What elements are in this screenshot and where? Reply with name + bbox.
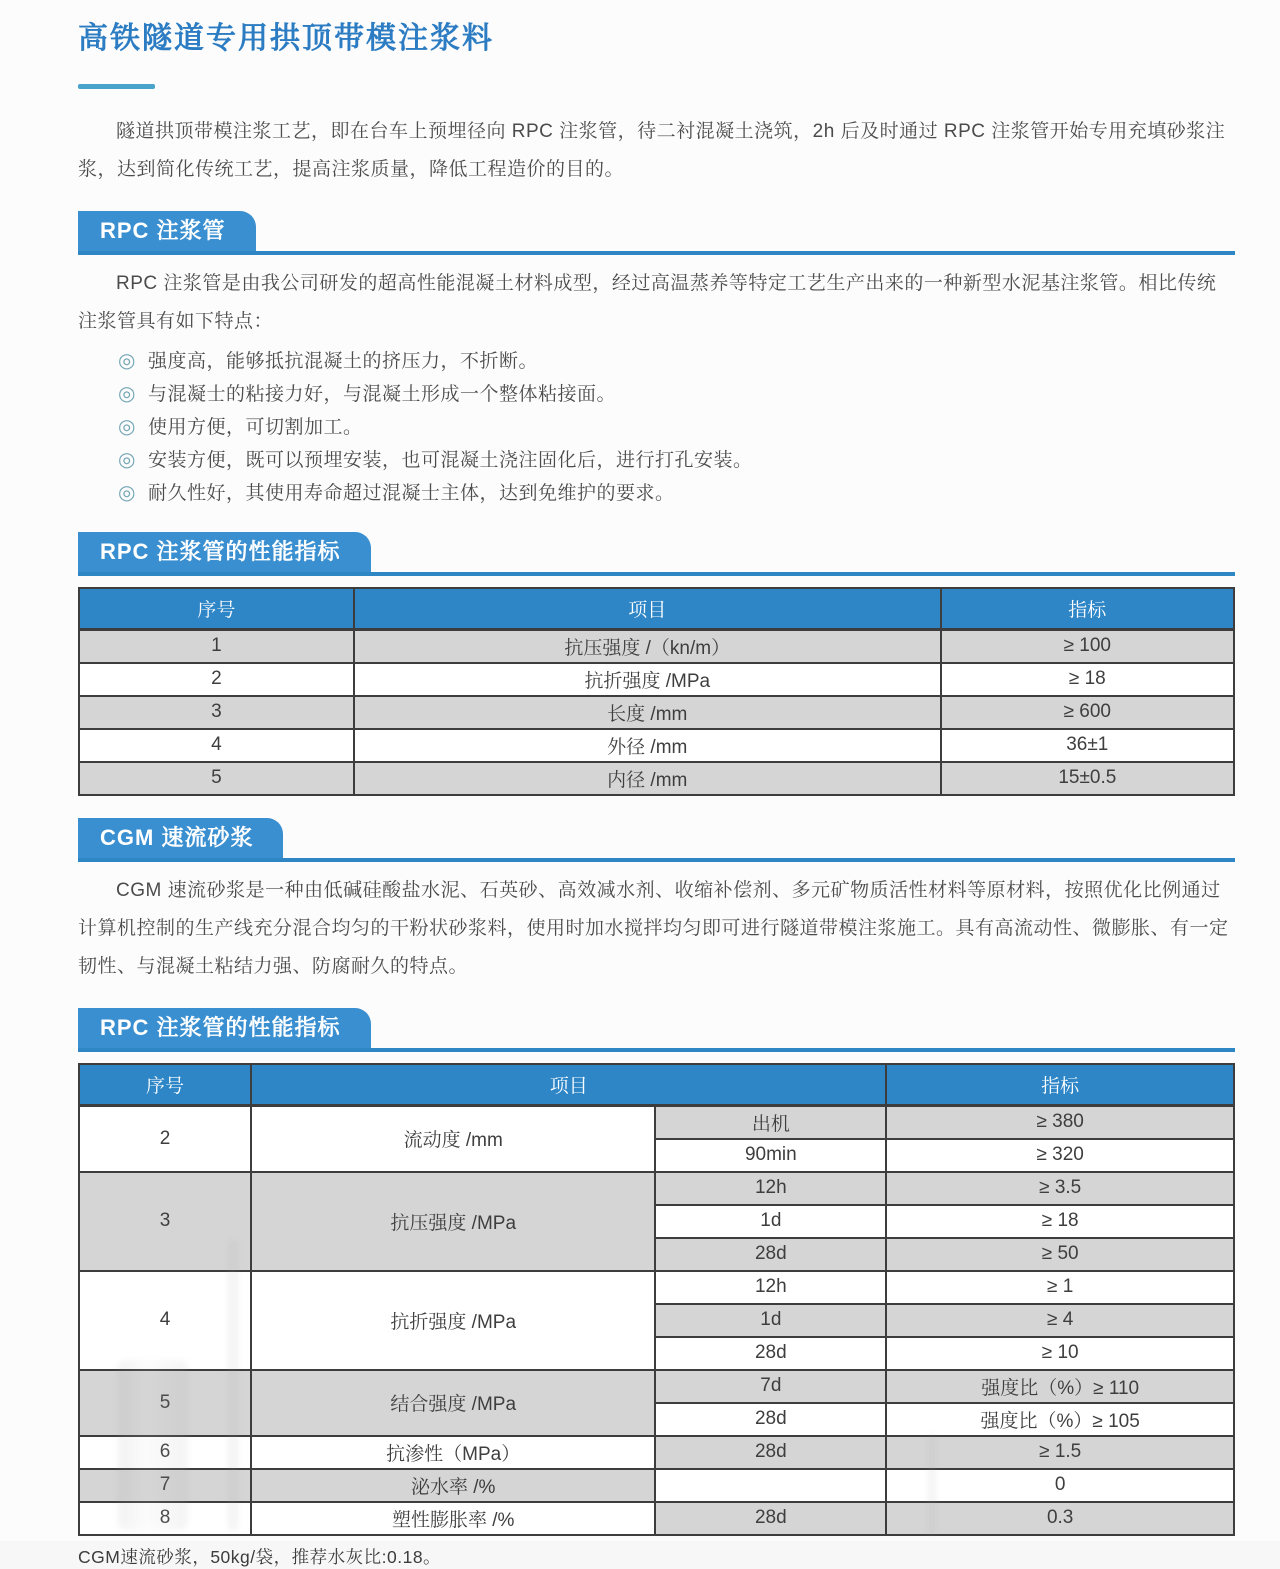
section-tab-rpc-spec: RPC 注浆管的性能指标	[78, 532, 371, 572]
title-underline	[78, 84, 155, 89]
column-header-seq: 序号	[79, 1064, 251, 1106]
cell-condition: 28d	[655, 1337, 886, 1370]
cell-seq: 8	[79, 1502, 251, 1535]
cell-seq: 6	[79, 1436, 251, 1469]
cell-spec: ≥ 10	[886, 1337, 1234, 1370]
section-tab-rpc-pipe: RPC 注浆管	[78, 211, 256, 251]
column-header-item: 项目	[251, 1064, 886, 1106]
cell-item: 抗折强度 /MPa	[251, 1271, 655, 1370]
cell-seq: 3	[79, 1172, 251, 1271]
cell-spec: 15±0.5	[941, 762, 1234, 795]
cell-spec: 0.3	[886, 1502, 1234, 1535]
cell-seq: 3	[79, 696, 354, 729]
package-footnote: CGM速流砂浆，50kg/袋，推荐水灰比:0.18。	[78, 1546, 442, 1567]
table-row	[79, 1271, 1234, 1304]
cell-spec: ≥ 1.5	[886, 1436, 1234, 1469]
cell-spec: ≥ 320	[886, 1139, 1234, 1172]
cell-spec: 强度比（%）≥ 105	[886, 1403, 1234, 1436]
cell-spec: ≥ 18	[886, 1205, 1234, 1238]
cell-spec: ≥ 4	[886, 1304, 1234, 1337]
cell-seq: 5	[79, 762, 354, 795]
cell-item: 抗压强度 /（kn/m）	[354, 629, 941, 663]
cell-item: 抗折强度 /MPa	[354, 663, 941, 696]
cell-item: 流动度 /mm	[251, 1105, 655, 1172]
cgm-paragraph: CGM 速流砂浆是一种由低碱硅酸盐水泥、石英砂、高效减水剂、收缩补偿剂、多元矿物质活性材料等原材料，按照优化比例通过计算机控制的生产线充分混合均匀的干粉状砂浆料，使用时加水搅拌均匀即可进行隧道带模注浆施工。具有高流动性、微膨胀、有一定韧性、与混凝土粘结力强、防腐耐久的特点。	[78, 879, 1229, 977]
cell-seq: 2	[79, 1105, 251, 1172]
ring-bullet-icon: ◎	[118, 481, 136, 504]
table-row	[79, 1105, 1234, 1139]
cell-condition: 1d	[655, 1205, 886, 1238]
feature-text: 使用方便，可切割加工。	[147, 416, 363, 438]
cell-condition: 12h	[655, 1172, 886, 1205]
ring-bullet-icon: ◎	[118, 415, 136, 438]
cell-seq: 2	[79, 663, 354, 696]
table-row	[79, 1370, 1234, 1403]
table-row	[79, 729, 1234, 762]
feature-text: 耐久性好，其使用寿命超过混凝士主体，达到免维护的要求。	[147, 482, 675, 504]
cell-item: 抗渗性（MPa）	[251, 1436, 655, 1469]
cell-condition: 出机	[655, 1105, 886, 1139]
feature-text: 强度高，能够抵抗混凝土的挤压力，不折断。	[147, 350, 538, 372]
cell-seq: 7	[79, 1469, 251, 1502]
column-header-spec: 指标	[941, 588, 1234, 630]
cell-condition: 28d	[655, 1436, 886, 1469]
cell-item: 抗压强度 /MPa	[251, 1172, 655, 1271]
section-header-cgm	[78, 818, 1235, 862]
feature-item	[118, 345, 1235, 378]
cell-item: 塑性膨胀率 /%	[251, 1502, 655, 1535]
section-header-cgm-spec	[78, 1008, 1235, 1052]
table-header-row	[79, 588, 1234, 630]
rpc-pipe-paragraph: RPC 注浆管是由我公司研发的超高性能混凝土材料成型，经过高温蒸养等特定工艺生产出来的一种新型水泥基注浆管。相比传统注浆管具有如下特点：	[78, 272, 1217, 332]
feature-item	[118, 444, 1235, 477]
cell-spec: 36±1	[941, 729, 1234, 762]
table-row	[79, 1469, 1234, 1502]
section-header-rpc-pipe	[78, 211, 1235, 255]
cell-condition: 90min	[655, 1139, 886, 1172]
column-header-spec: 指标	[886, 1064, 1234, 1106]
cell-item: 外径 /mm	[354, 729, 941, 762]
cell-spec: ≥ 18	[941, 663, 1234, 696]
cell-condition: 12h	[655, 1271, 886, 1304]
cell-seq: 5	[79, 1370, 251, 1436]
cell-condition	[655, 1469, 886, 1502]
table-row	[79, 1502, 1234, 1535]
cell-spec: 0	[886, 1469, 1234, 1502]
ring-bullet-icon: ◎	[118, 349, 136, 372]
section-tab-cgm-spec: RPC 注浆管的性能指标	[78, 1008, 371, 1048]
cell-spec: ≥ 3.5	[886, 1172, 1234, 1205]
feature-text: 与混凝士的粘接力好，与混凝土形成一个整体粘接面。	[147, 383, 616, 405]
cell-spec: ≥ 1	[886, 1271, 1234, 1304]
cell-condition: 28d	[655, 1502, 886, 1535]
cell-seq: 4	[79, 1271, 251, 1370]
table-row	[79, 1436, 1234, 1469]
cell-spec: ≥ 600	[941, 696, 1234, 729]
table-row	[79, 663, 1234, 696]
section-header-rpc-spec	[78, 532, 1235, 576]
cell-spec: ≥ 380	[886, 1105, 1234, 1139]
cell-item: 泌水率 /%	[251, 1469, 655, 1502]
feature-text: 安装方便，既可以预埋安装，也可混凝土浇注固化后，进行打孔安装。	[147, 449, 753, 471]
cgm-spec-table-body	[79, 1105, 1234, 1535]
section-tab-cgm: CGM 速流砂浆	[78, 818, 283, 858]
column-header-item: 项目	[354, 588, 941, 630]
cell-condition: 28d	[655, 1238, 886, 1271]
cell-item: 内径 /mm	[354, 762, 941, 795]
table-row	[79, 1172, 1234, 1205]
ring-bullet-icon: ◎	[118, 382, 136, 405]
cell-spec: ≥ 100	[941, 629, 1234, 663]
feature-item	[118, 411, 1235, 444]
cell-condition: 1d	[655, 1304, 886, 1337]
column-header-seq: 序号	[79, 588, 354, 630]
rpc-spec-table	[78, 587, 1235, 796]
cell-condition: 28d	[655, 1403, 886, 1436]
rpc-feature-list	[78, 345, 1235, 510]
feature-item	[118, 477, 1235, 510]
cell-item: 长度 /mm	[354, 696, 941, 729]
cgm-spec-table	[78, 1063, 1235, 1536]
rpc-spec-table-body	[79, 629, 1234, 795]
cell-condition: 7d	[655, 1370, 886, 1403]
ring-bullet-icon: ◎	[118, 448, 136, 471]
cell-spec: 强度比（%）≥ 110	[886, 1370, 1234, 1403]
table-row	[79, 762, 1234, 795]
table-row	[79, 629, 1234, 663]
intro-paragraph: 隧道拱顶带模注浆工艺，即在台车上预埋径向 RPC 注浆管，待二衬混凝土浇筑，2h 后及时通过 RPC 注浆管开始专用充填砂浆注浆，达到简化传统工艺，提高注浆质量，降低工程造价的目的。	[78, 120, 1226, 180]
cell-item: 结合强度 /MPa	[251, 1370, 655, 1436]
cell-seq: 4	[79, 729, 354, 762]
cell-spec: ≥ 50	[886, 1238, 1234, 1271]
cell-seq: 1	[79, 629, 354, 663]
page-title: 高铁隧道专用拱顶带模注浆料	[78, 22, 494, 55]
feature-item	[118, 378, 1235, 411]
table-row	[79, 696, 1234, 729]
table-header-row	[79, 1064, 1234, 1106]
